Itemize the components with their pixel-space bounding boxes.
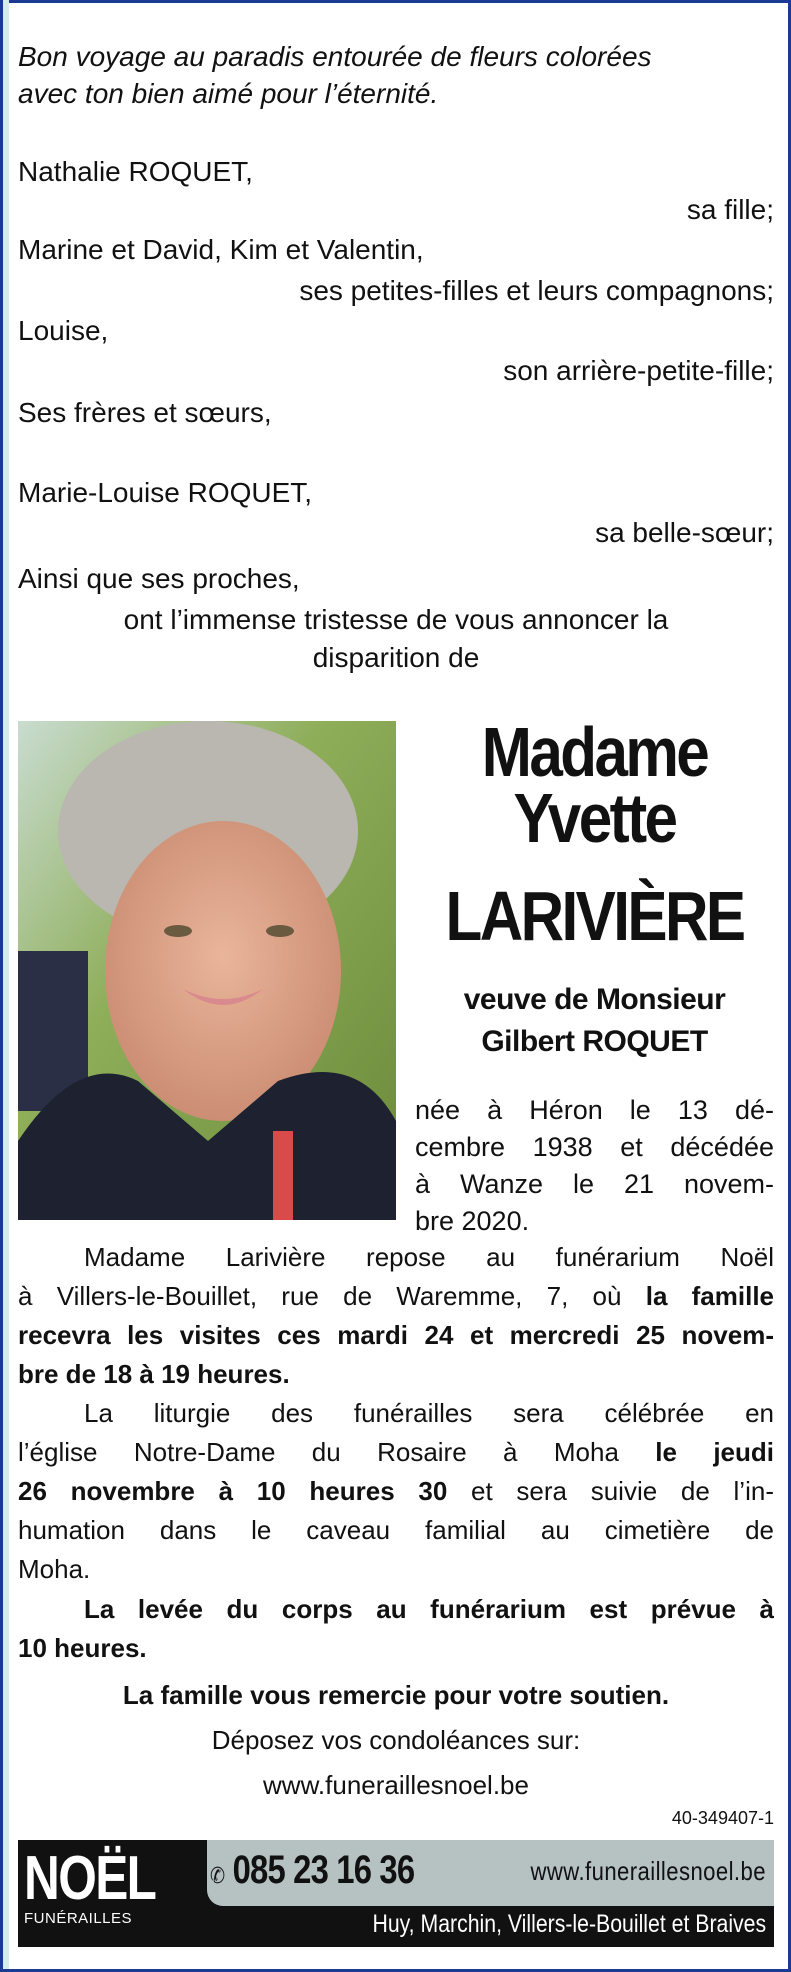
deceased-first-name: Yvette	[513, 779, 676, 857]
para-line: Moha.	[18, 1554, 91, 1584]
para-line: 10 heures.	[18, 1633, 147, 1663]
widow-line-2: Gilbert ROQUET	[481, 1025, 708, 1058]
logo-main: NOËL	[24, 1844, 156, 1913]
para-line: La levée du corps au funérarium est prévue à	[84, 1594, 774, 1624]
bold-text: recevra les visites ces mardi 24 et mercredi 25 novem-	[18, 1320, 774, 1350]
frame-border-top	[0, 0, 791, 3]
family-name: Ses frères et sœurs,	[18, 397, 272, 428]
family-relation: sa belle-sœur;	[595, 517, 774, 548]
intro-line-2: avec ton bien aimé pour l’éternité.	[18, 78, 439, 109]
para-line: La liturgie des funérailles sera célébrée en	[84, 1398, 774, 1428]
deceased-title: Madame	[481, 713, 708, 791]
visitation-paragraph	[18, 1238, 774, 1394]
bio-line: cembre 1938 et décédée	[415, 1132, 774, 1162]
funeral-home-banner	[18, 1840, 774, 1947]
bold-text: la famille	[645, 1281, 775, 1311]
bio-line: bre 2020.	[415, 1206, 530, 1236]
intro-line-1: Bon voyage au paradis entourée de fleurs colorées	[18, 41, 652, 72]
family-name: Nathalie ROQUET,	[18, 156, 253, 187]
para-line: Madame Larivière repose au funérarium Noël	[84, 1242, 774, 1272]
condolences-line: Déposez vos condoléances sur:	[211, 1725, 581, 1755]
para-line	[18, 1433, 774, 1472]
family-name: Ainsi que ses proches,	[18, 563, 300, 594]
funeral-paragraph	[18, 1394, 774, 1589]
condolences-website-link[interactable]: www.funeraillesnoel.be	[263, 1770, 529, 1800]
para-line	[18, 1472, 774, 1511]
portrait-photo	[18, 721, 396, 1220]
phone-number[interactable]	[210, 1848, 414, 1893]
thanks-line: La famille vous remercie pour votre soutien.	[122, 1680, 670, 1710]
phone-text: 085 23 16 36	[232, 1848, 415, 1892]
widow-line-1: veuve de Monsieur	[463, 983, 726, 1016]
family-name: Marine et David, Kim et Valentin,	[18, 234, 424, 265]
announce-line-2: disparition de	[312, 642, 480, 673]
announce-line-1: ont l’immense tristesse de vous annoncer la	[123, 604, 669, 635]
removal-paragraph	[18, 1590, 774, 1668]
logo-sub: FUNÉRAILLES	[24, 1910, 133, 1927]
bold-text: 26 novembre à 10 heures 30	[18, 1476, 448, 1506]
frame-border-left-inner	[3, 0, 9, 1972]
bold-text: bre de 18 à 19 heures.	[18, 1359, 290, 1389]
deceased-last-name: LARIVIÈRE	[445, 877, 744, 955]
bold-text: le jeudi	[655, 1437, 774, 1467]
noel-logo	[24, 1844, 188, 1928]
bio-text	[415, 1092, 774, 1240]
footer-website-link[interactable]: www.funeraillesnoel.be	[530, 1856, 766, 1886]
family-relation: sa fille;	[686, 194, 774, 225]
text: l’église Notre-Dame du Rosaire à Moha	[18, 1437, 656, 1467]
phone-icon: ✆	[210, 1863, 225, 1888]
para-line	[18, 1316, 774, 1355]
bio-line: à Wanze le 21 novem-	[415, 1169, 774, 1199]
text: à Villers-le-Bouillet, rue de Waremme, 7, où	[18, 1281, 646, 1311]
family-name: Louise,	[18, 315, 109, 346]
text: et sera suivie de l’in-	[447, 1476, 774, 1506]
para-line	[18, 1277, 774, 1316]
footer-locations: Huy, Marchin, Villers-le-Bouillet et Braives	[372, 1910, 766, 1938]
family-name: Marie-Louise ROQUET,	[18, 477, 313, 508]
para-line: humation dans le caveau familial au cimetière de	[18, 1515, 774, 1545]
family-relation: ses petites-filles et leurs compagnons;	[299, 275, 774, 306]
para-line	[18, 1355, 774, 1394]
reference-number: 40-349407-1	[671, 1808, 774, 1828]
bio-line: née à Héron le 13 dé-	[415, 1095, 774, 1125]
family-relation: son arrière-petite-fille;	[503, 355, 774, 386]
